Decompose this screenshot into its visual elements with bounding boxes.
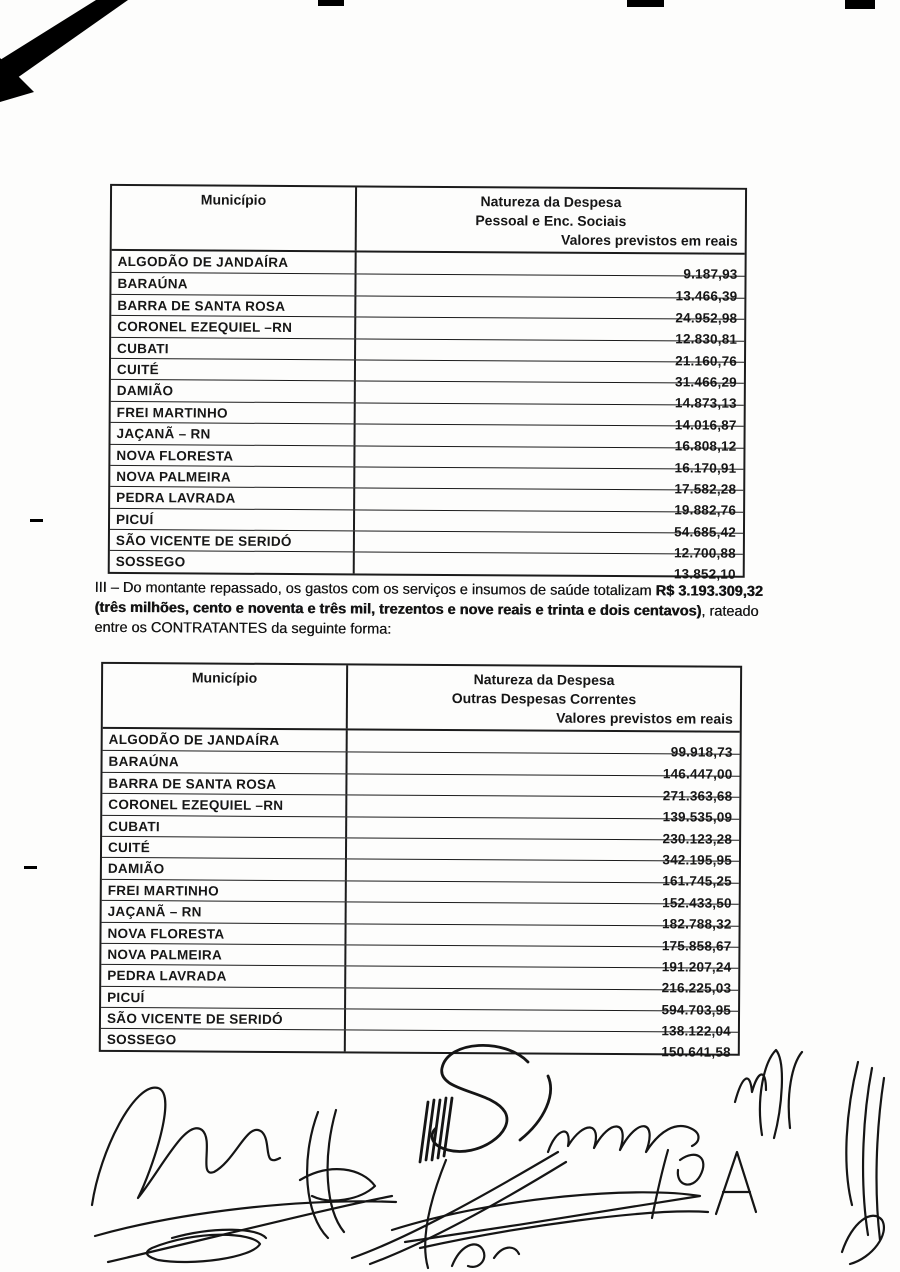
municipality-cell: FREI MARTINHO xyxy=(102,880,347,902)
value-cell: 216.225,03 xyxy=(661,980,732,997)
table-header xyxy=(112,186,745,255)
municipality-cell: NOVA PALMEIRA xyxy=(110,466,355,488)
value-cell: 594.703,95 xyxy=(661,1001,732,1018)
value-cell: 175.858,67 xyxy=(661,937,732,954)
clause-text-end: , rateado entre os CONTRATANTES da seguinte forma: xyxy=(94,603,759,638)
municipality-cell: DAMIÃO xyxy=(102,858,347,880)
value-cell: 138.122,04 xyxy=(661,1023,731,1039)
municipality-cell: PEDRA LAVRADA xyxy=(101,965,346,987)
municipality-cell: NOVA PALMEIRA xyxy=(101,944,346,966)
value-cell: 342.195,95 xyxy=(662,852,733,868)
municipality-cell: NOVA FLORESTA xyxy=(101,922,346,944)
table-header xyxy=(103,664,740,733)
municipality-cell: PEDRA LAVRADA xyxy=(110,487,355,509)
municipality-cell: BARAÚNA xyxy=(111,273,356,295)
expense-nature-column-header xyxy=(357,187,745,252)
header-line-unit: Valores previstos em reais xyxy=(561,231,738,249)
municipality-cell: CORONEL EZEQUIEL –RN xyxy=(111,316,356,338)
municipality-cell: SÃO VICENTE DE SERIDÓ xyxy=(110,530,355,552)
municipality-column-header: Município xyxy=(112,186,357,250)
value-cell: 14.873,13 xyxy=(674,395,737,412)
header-line-category: Pessoal e Enc. Sociais xyxy=(475,212,627,230)
municipality-cell: NOVA FLORESTA xyxy=(110,444,355,466)
municipality-cell: CUBATI xyxy=(102,815,347,837)
municipality-cell: BARAÚNA xyxy=(103,751,348,773)
municipality-cell: CUITÉ xyxy=(102,837,347,859)
table-pessoal-enc-sociais xyxy=(108,184,747,583)
municipality-cell: DAMIÃO xyxy=(111,380,356,402)
value-cell: 31.466,29 xyxy=(674,374,737,390)
table-outras-despesas xyxy=(99,662,742,1061)
value-cell: 24.952,98 xyxy=(675,310,738,326)
value-cell: 54.685,42 xyxy=(674,524,737,540)
municipality-cell: BARRA DE SANTA ROSA xyxy=(111,295,356,317)
table-row xyxy=(103,729,740,760)
value-cell: 16.170,91 xyxy=(674,459,737,476)
clause-amount: R$ 3.193.309,32 (três milhões, cento e noventa e três mil, trezentos e nove reais e trinta e dois centavos) xyxy=(94,583,763,620)
value-cell: 150.641,58 xyxy=(661,1044,731,1061)
municipality-cell: CUBATI xyxy=(111,337,356,359)
table-row xyxy=(112,251,745,282)
municipality-cell: JAÇANÃ – RN xyxy=(102,901,347,923)
value-cell: 139.535,09 xyxy=(662,809,733,825)
value-cell: 16.808,12 xyxy=(674,438,737,454)
municipality-cell: ALGODÃO DE JANDAÍRA xyxy=(103,729,348,752)
value-cell: 17.582,28 xyxy=(674,481,737,497)
value-cell: 12.700,88 xyxy=(673,545,736,561)
municipality-cell: BARRA DE SANTA ROSA xyxy=(102,773,347,795)
value-cell: 9.187,93 xyxy=(683,266,738,282)
paragraph-clause-iii xyxy=(94,578,764,642)
municipality-cell: CORONEL EZEQUIEL –RN xyxy=(102,794,347,816)
value-cell: 19.882,76 xyxy=(674,502,737,519)
header-line-nature: Natureza da Despesa xyxy=(480,193,622,211)
clause-text-start: III – Do montante repassado, os gastos com os serviços e insumos de saúde totalizam xyxy=(94,579,656,600)
value-cell: 182.788,32 xyxy=(661,916,732,932)
value-cell: 99.918,73 xyxy=(670,744,733,760)
header-line-unit: Valores previstos em reais xyxy=(556,709,733,727)
municipality-cell: SÃO VICENTE DE SERIDÓ xyxy=(101,1008,346,1030)
municipality-cell: CUITÉ xyxy=(111,359,356,381)
value-cell: 13.852,10 xyxy=(673,566,736,583)
value-cell: 191.207,24 xyxy=(661,959,732,975)
municipality-cell: PICUÍ xyxy=(101,987,346,1009)
header-line-category: Outras Despesas Correntes xyxy=(451,690,637,708)
value-cell: 271.363,68 xyxy=(662,788,733,804)
value-cell: 14.016,87 xyxy=(674,417,737,433)
value-cell: 13.466,39 xyxy=(675,288,738,305)
municipality-cell: JAÇANÃ – RN xyxy=(111,423,356,445)
expense-nature-column-header xyxy=(348,665,740,730)
municipality-cell: ALGODÃO DE JANDAÍRA xyxy=(112,251,357,274)
value-cell: 230.123,28 xyxy=(662,830,733,847)
municipality-cell: PICUÍ xyxy=(110,509,355,531)
value-cell: 161.745,25 xyxy=(662,873,732,890)
value-cell: 21.160,76 xyxy=(675,352,738,369)
municipality-cell: SOSSEGO xyxy=(101,1029,346,1051)
municipality-column-header: Município xyxy=(103,664,348,728)
table2-body xyxy=(101,729,740,1061)
municipality-cell: SOSSEGO xyxy=(110,551,355,573)
header-line-nature: Natureza da Despesa xyxy=(473,671,615,689)
table1-body xyxy=(110,251,745,583)
value-cell: 12.830,81 xyxy=(675,331,738,347)
municipality-cell: FREI MARTINHO xyxy=(111,402,356,424)
value-cell: 146.447,00 xyxy=(662,766,733,783)
value-cell: 152.433,50 xyxy=(662,895,732,911)
